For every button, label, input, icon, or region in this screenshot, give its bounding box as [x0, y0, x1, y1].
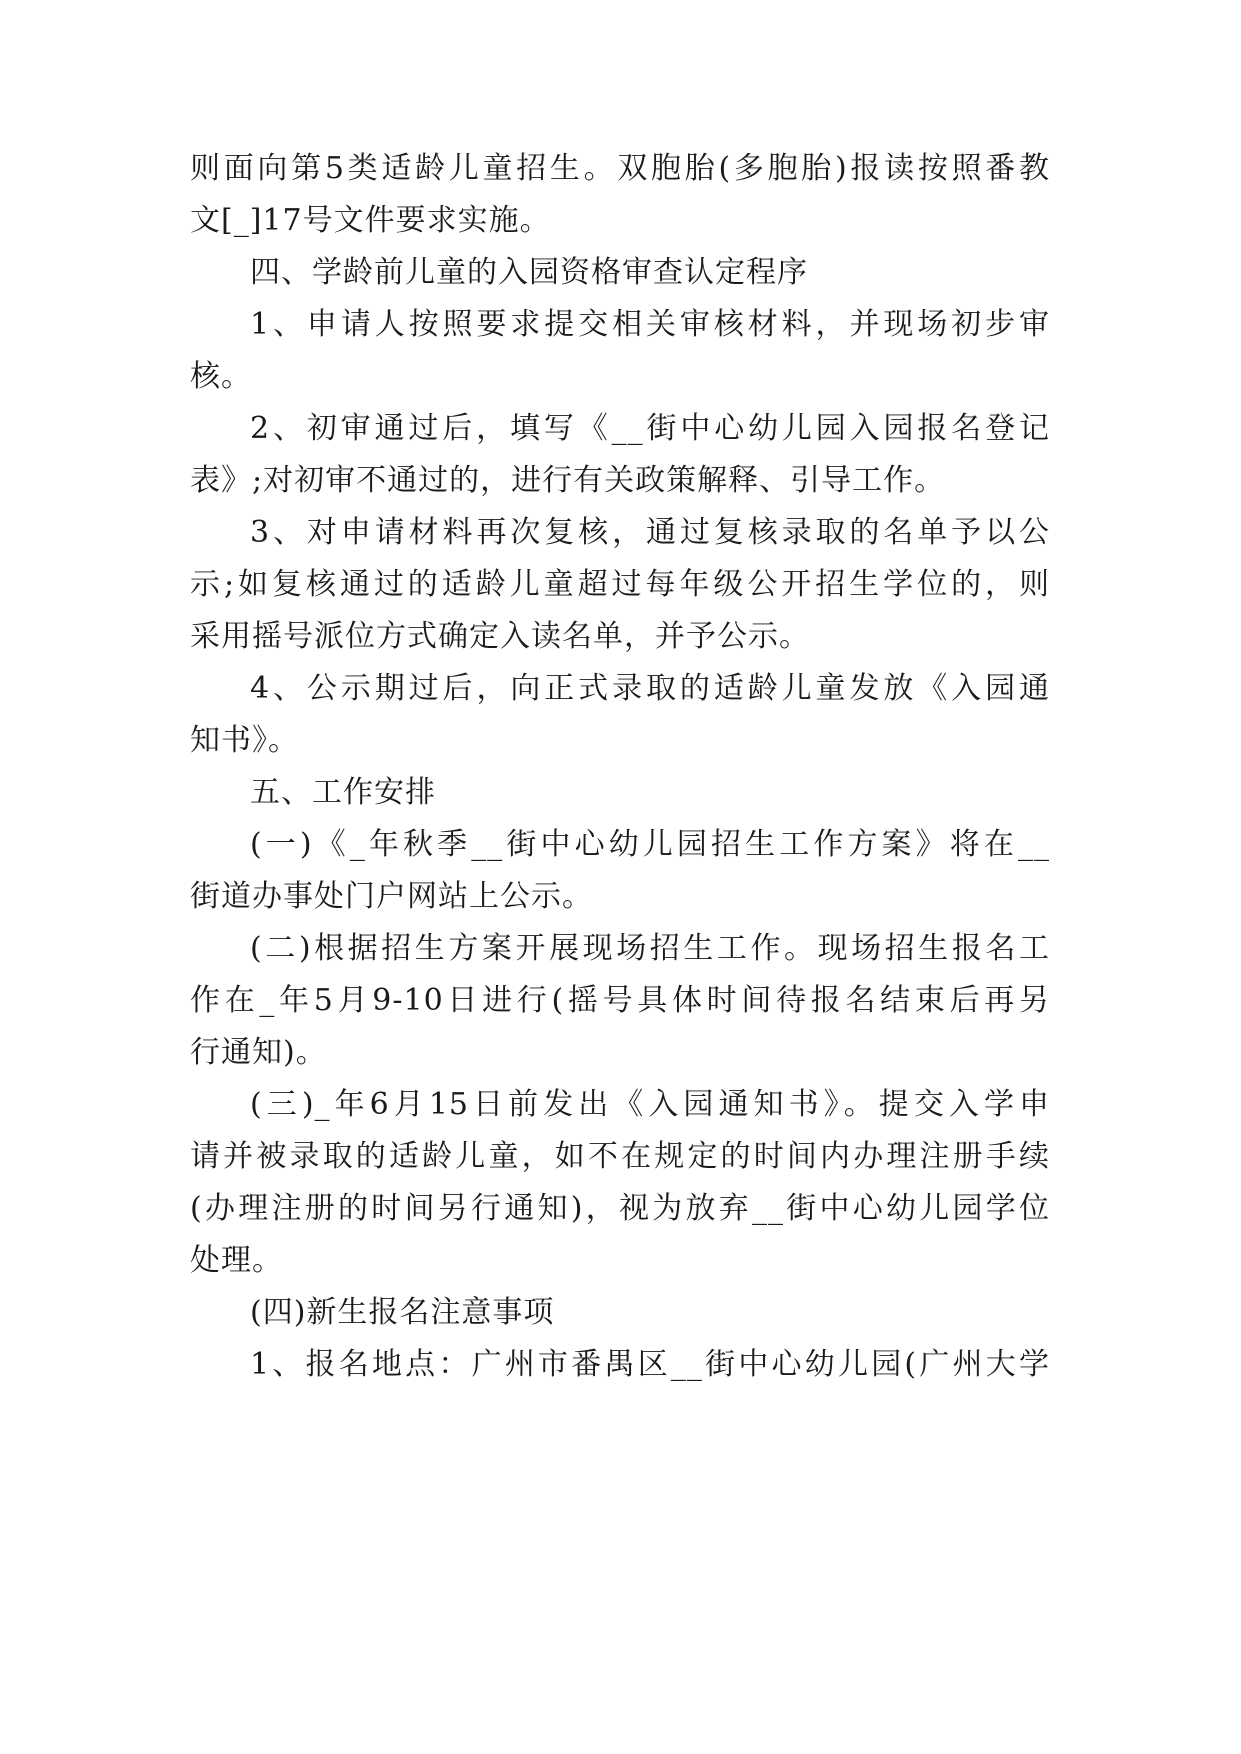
- text-line: (一)《_年秋季__街中心幼儿园招生工作方案》将在__: [250, 827, 1050, 862]
- text-line: 示;如复核通过的适龄儿童超过每年级公开招生学位的，则: [190, 567, 1050, 602]
- section-heading: 五、工作安排: [250, 775, 436, 810]
- text-line: 2、初审通过后，填写《__街中心幼儿园入园报名登记: [250, 411, 1050, 446]
- text-line: 则面向第5类适龄儿童招生。双胞胎(多胞胎)报读按照番教: [190, 151, 1050, 186]
- text-line: 1、报名地点：广州市番禺区__街中心幼儿园(广州大学: [250, 1347, 1050, 1382]
- text-line: (办理注册的时间另行通知)，视为放弃__街中心幼儿园学位: [190, 1191, 1050, 1226]
- text-line: 采用摇号派位方式确定入读名单，并予公示。: [190, 619, 810, 654]
- text-line: 请并被录取的适龄儿童，如不在规定的时间内办理注册手续: [190, 1139, 1050, 1174]
- text-line: 文[_]17号文件要求实施。: [190, 203, 551, 238]
- text-line: (二)根据招生方案开展现场招生工作。现场招生报名工: [250, 931, 1050, 966]
- text-line: 1、申请人按照要求提交相关审核材料，并现场初步审: [250, 307, 1050, 342]
- text-line: 作在_年5月9-10日进行(摇号具体时间待报名结束后再另: [190, 983, 1050, 1018]
- text-line: 核。: [190, 359, 252, 394]
- text-line: 3、对申请材料再次复核，通过复核录取的名单予以公: [250, 515, 1050, 550]
- text-line: 知书》。: [190, 723, 299, 758]
- section-heading: (四)新生报名注意事项: [250, 1295, 555, 1330]
- text-line: 街道办事处门户网站上公示。: [190, 879, 593, 914]
- text-line: (三)_年6月15日前发出《入园通知书》。提交入学申: [250, 1087, 1050, 1122]
- text-line: 4、公示期过后，向正式录取的适龄儿童发放《入园通: [250, 671, 1050, 706]
- section-heading: 四、学龄前儿童的入园资格审查认定程序: [250, 255, 808, 290]
- text-line: 表》;对初审不通过的，进行有关政策解释、引导工作。: [190, 463, 946, 498]
- text-line: 行通知)。: [190, 1035, 327, 1070]
- text-line: 处理。: [190, 1243, 283, 1278]
